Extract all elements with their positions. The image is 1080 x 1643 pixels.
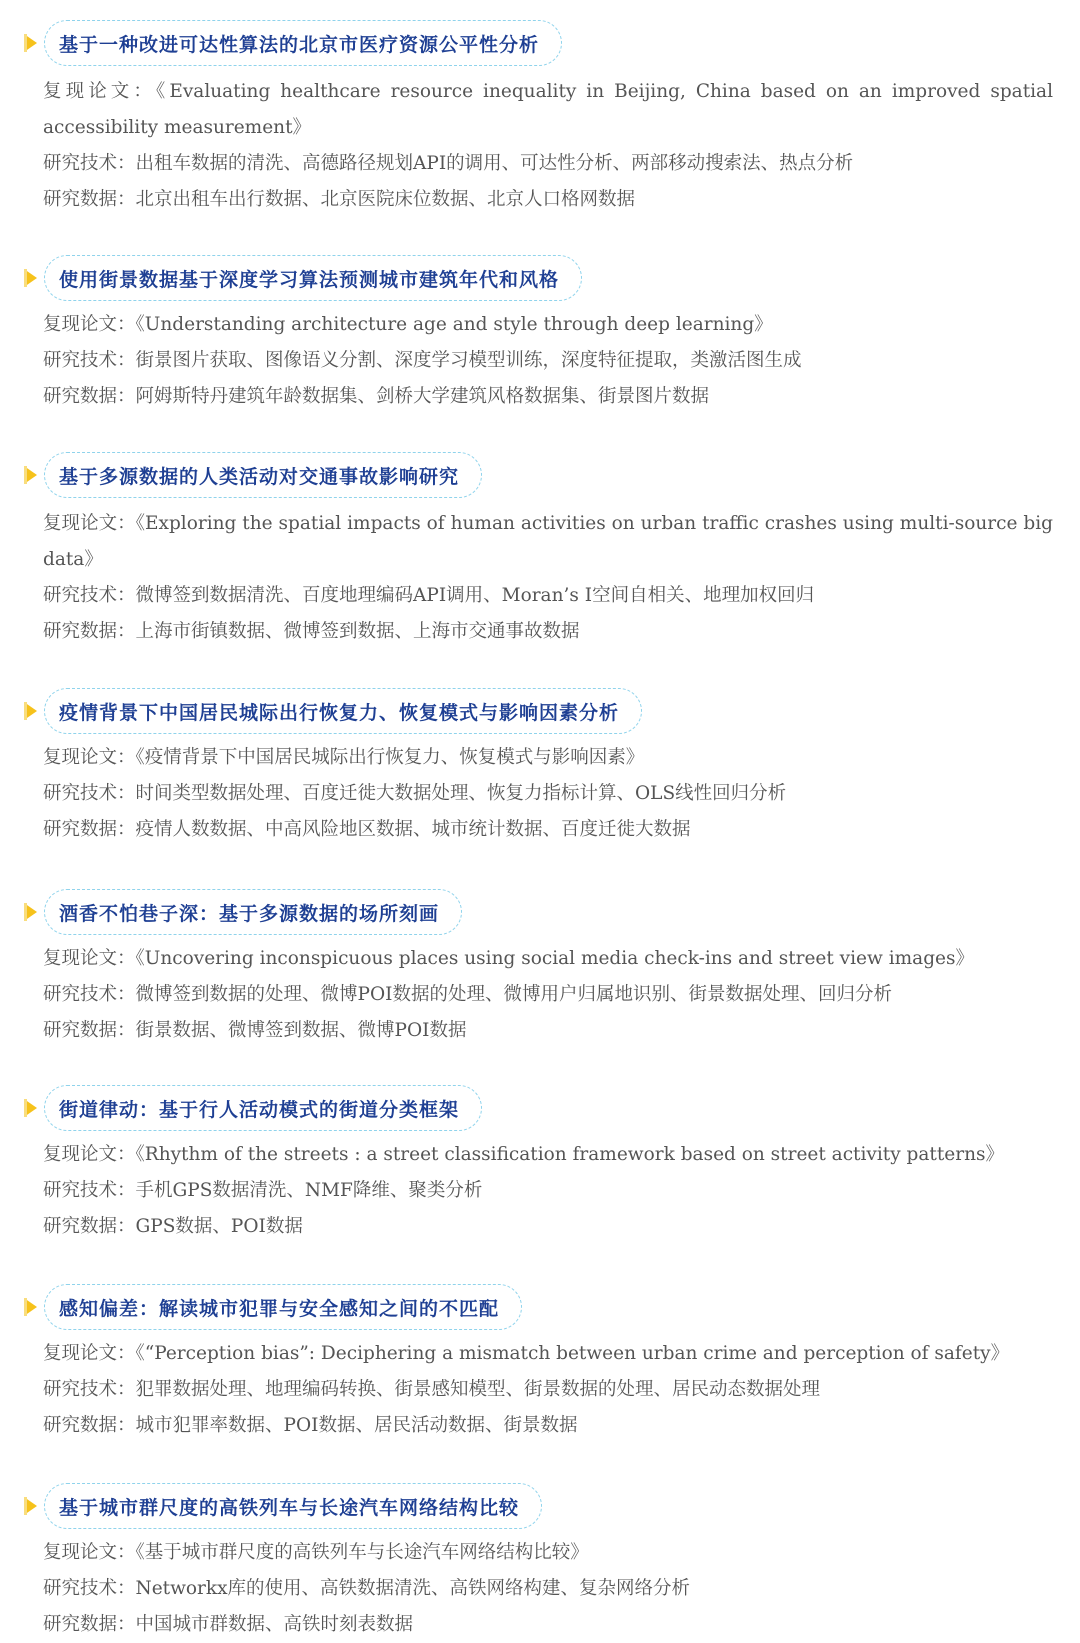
triangle-bullet-icon bbox=[24, 903, 37, 921]
data-label: 研究数据： bbox=[43, 1020, 136, 1041]
paper-line bbox=[43, 1535, 1053, 1571]
data-value: 街景数据、微博签到数据、微博POI数据 bbox=[135, 1020, 467, 1041]
triangle-bullet-icon bbox=[24, 702, 37, 720]
paper-line bbox=[43, 1336, 1053, 1372]
tech-value: 手机GPS数据清洗、NMF降维、聚类分析 bbox=[135, 1180, 483, 1201]
triangle-bullet-icon bbox=[24, 1099, 37, 1117]
data-line bbox=[43, 614, 1053, 650]
section-title: 感知偏差：解读城市犯罪与安全感知之间的不匹配 bbox=[59, 1297, 500, 1320]
triangle-bullet-icon bbox=[24, 466, 37, 484]
data-label: 研究数据： bbox=[43, 1216, 136, 1237]
section-body bbox=[43, 1137, 1053, 1245]
section-title: 疫情背景下中国居民城际出行恢复力、恢复模式与影响因素分析 bbox=[59, 701, 620, 724]
tech-line bbox=[43, 146, 1053, 182]
tech-value: Networkx库的使用、高铁数据清洗、高铁网络构建、复杂网络分析 bbox=[135, 1578, 691, 1599]
section-body bbox=[43, 1535, 1053, 1643]
section-title: 基于城市群尺度的高铁列车与长途汽车网络结构比较 bbox=[59, 1496, 520, 1519]
paper-label: 复现论文： bbox=[43, 948, 136, 969]
tech-label: 研究技术： bbox=[43, 1180, 136, 1201]
data-value: 疫情人数数据、中高风险地区数据、城市统计数据、百度迁徙大数据 bbox=[135, 819, 691, 840]
tech-label: 研究技术： bbox=[43, 1578, 136, 1599]
paper-label: 复现论文： bbox=[43, 1542, 136, 1563]
tech-line bbox=[43, 343, 1053, 379]
section-title: 酒香不怕巷子深：基于多源数据的场所刻画 bbox=[59, 902, 440, 925]
tech-line bbox=[43, 1372, 1053, 1408]
paper-line bbox=[43, 941, 1053, 977]
triangle-bullet-icon bbox=[24, 269, 37, 287]
triangle-bullet-icon bbox=[24, 1497, 37, 1515]
data-value: 阿姆斯特丹建筑年龄数据集、剑桥大学建筑风格数据集、街景图片数据 bbox=[135, 386, 710, 407]
tech-label: 研究技术： bbox=[43, 1379, 136, 1400]
paper-title: 《Exploring the spatial impacts of human activities on urban traffic crashes using multi-source big data》 bbox=[43, 513, 1053, 570]
paper-title: 《Understanding architecture age and style through deep learning》 bbox=[135, 314, 773, 335]
data-value: 北京出租车出行数据、北京医院床位数据、北京人口格网数据 bbox=[135, 189, 636, 210]
section-body bbox=[43, 506, 1053, 650]
paper-line bbox=[43, 307, 1053, 343]
data-value: 上海市街镇数据、微博签到数据、上海市交通事故数据 bbox=[135, 621, 580, 642]
paper-label: 复现论文： bbox=[43, 1144, 136, 1165]
paper-title: 《Uncovering inconspicuous places using social media check-ins and street view images》 bbox=[135, 948, 974, 969]
tech-line bbox=[43, 578, 1053, 614]
triangle-bullet-icon bbox=[24, 34, 37, 52]
section-title: 街道律动：基于行人活动模式的街道分类框架 bbox=[59, 1098, 460, 1121]
section-title-pill bbox=[44, 20, 562, 66]
data-label: 研究数据： bbox=[43, 1614, 136, 1635]
section-title-pill bbox=[44, 452, 482, 498]
data-line bbox=[43, 1607, 1053, 1643]
tech-value: 微博签到数据的处理、微博POI数据的处理、微博用户归属地识别、街景数据处理、回归分析 bbox=[135, 984, 892, 1005]
section-title-pill bbox=[44, 1085, 482, 1131]
section-title-pill bbox=[44, 1483, 542, 1529]
section-title: 使用街景数据基于深度学习算法预测城市建筑年代和风格 bbox=[59, 268, 560, 291]
data-label: 研究数据： bbox=[43, 1415, 136, 1436]
data-label: 研究数据： bbox=[43, 621, 136, 642]
paper-line bbox=[43, 74, 1053, 146]
section-title-pill bbox=[44, 255, 582, 301]
section-body bbox=[43, 941, 1053, 1049]
data-label: 研究数据： bbox=[43, 386, 136, 407]
tech-line bbox=[43, 977, 1053, 1013]
tech-value: 街景图片获取、图像语义分割、深度学习模型训练，深度特征提取，类激活图生成 bbox=[135, 350, 802, 371]
section-title-pill bbox=[44, 1284, 522, 1330]
tech-line bbox=[43, 776, 1053, 812]
paper-title: 《Evaluating healthcare resource inequality in Beijing, China based on an improved spatial accessibility measurement》 bbox=[43, 81, 1053, 138]
tech-label: 研究技术： bbox=[43, 153, 136, 174]
paper-line bbox=[43, 1137, 1053, 1173]
data-line bbox=[43, 1013, 1053, 1049]
tech-label: 研究技术： bbox=[43, 350, 136, 371]
data-line bbox=[43, 812, 1053, 848]
tech-value: 犯罪数据处理、地理编码转换、街景感知模型、街景数据的处理、居民动态数据处理 bbox=[135, 1379, 821, 1400]
paper-title: 《疫情背景下中国居民城际出行恢复力、恢复模式与影响因素》 bbox=[135, 747, 645, 768]
paper-line bbox=[43, 740, 1053, 776]
tech-value: 时间类型数据处理、百度迁徙大数据处理、恢复力指标计算、OLS线性回归分析 bbox=[135, 783, 787, 804]
section-body bbox=[43, 1336, 1053, 1444]
paper-label: 复现论文： bbox=[43, 747, 136, 768]
paper-label: 复现论文： bbox=[43, 81, 156, 102]
paper-label: 复现论文： bbox=[43, 513, 136, 534]
data-value: GPS数据、POI数据 bbox=[135, 1216, 303, 1237]
data-value: 中国城市群数据、高铁时刻表数据 bbox=[135, 1614, 414, 1635]
tech-label: 研究技术： bbox=[43, 585, 136, 606]
tech-value: 出租车数据的清洗、高德路径规划API的调用、可达性分析、两部移动搜索法、热点分析 bbox=[135, 153, 854, 174]
data-line bbox=[43, 1209, 1053, 1245]
paper-line bbox=[43, 506, 1053, 578]
tech-line bbox=[43, 1571, 1053, 1607]
section-body bbox=[43, 74, 1053, 218]
section-body bbox=[43, 307, 1053, 415]
section-title: 基于多源数据的人类活动对交通事故影响研究 bbox=[59, 465, 460, 488]
paper-label: 复现论文： bbox=[43, 314, 136, 335]
paper-title: 《“Perception bias”: Deciphering a mismatch between urban crime and perception of safety》 bbox=[135, 1343, 1010, 1364]
section-title: 基于一种改进可达性算法的北京市医疗资源公平性分析 bbox=[59, 33, 540, 56]
paper-label: 复现论文： bbox=[43, 1343, 136, 1364]
section-title-pill bbox=[44, 889, 462, 935]
data-value: 城市犯罪率数据、POI数据、居民活动数据、街景数据 bbox=[135, 1415, 578, 1436]
section-title-pill bbox=[44, 688, 642, 734]
section-body bbox=[43, 740, 1053, 848]
data-line bbox=[43, 1408, 1053, 1444]
tech-line bbox=[43, 1173, 1053, 1209]
paper-title: 《Rhythm of the streets : a street classification framework based on street activity patterns》 bbox=[135, 1144, 1004, 1165]
tech-label: 研究技术： bbox=[43, 783, 136, 804]
tech-label: 研究技术： bbox=[43, 984, 136, 1005]
tech-value: 微博签到数据清洗、百度地理编码API调用、Moran’s I空间自相关、地理加权回归 bbox=[135, 585, 815, 606]
triangle-bullet-icon bbox=[24, 1298, 37, 1316]
data-line bbox=[43, 379, 1053, 415]
data-label: 研究数据： bbox=[43, 819, 136, 840]
data-line bbox=[43, 182, 1053, 218]
data-label: 研究数据： bbox=[43, 189, 136, 210]
paper-title: 《基于城市群尺度的高铁列车与长途汽车网络结构比较》 bbox=[135, 1542, 589, 1563]
